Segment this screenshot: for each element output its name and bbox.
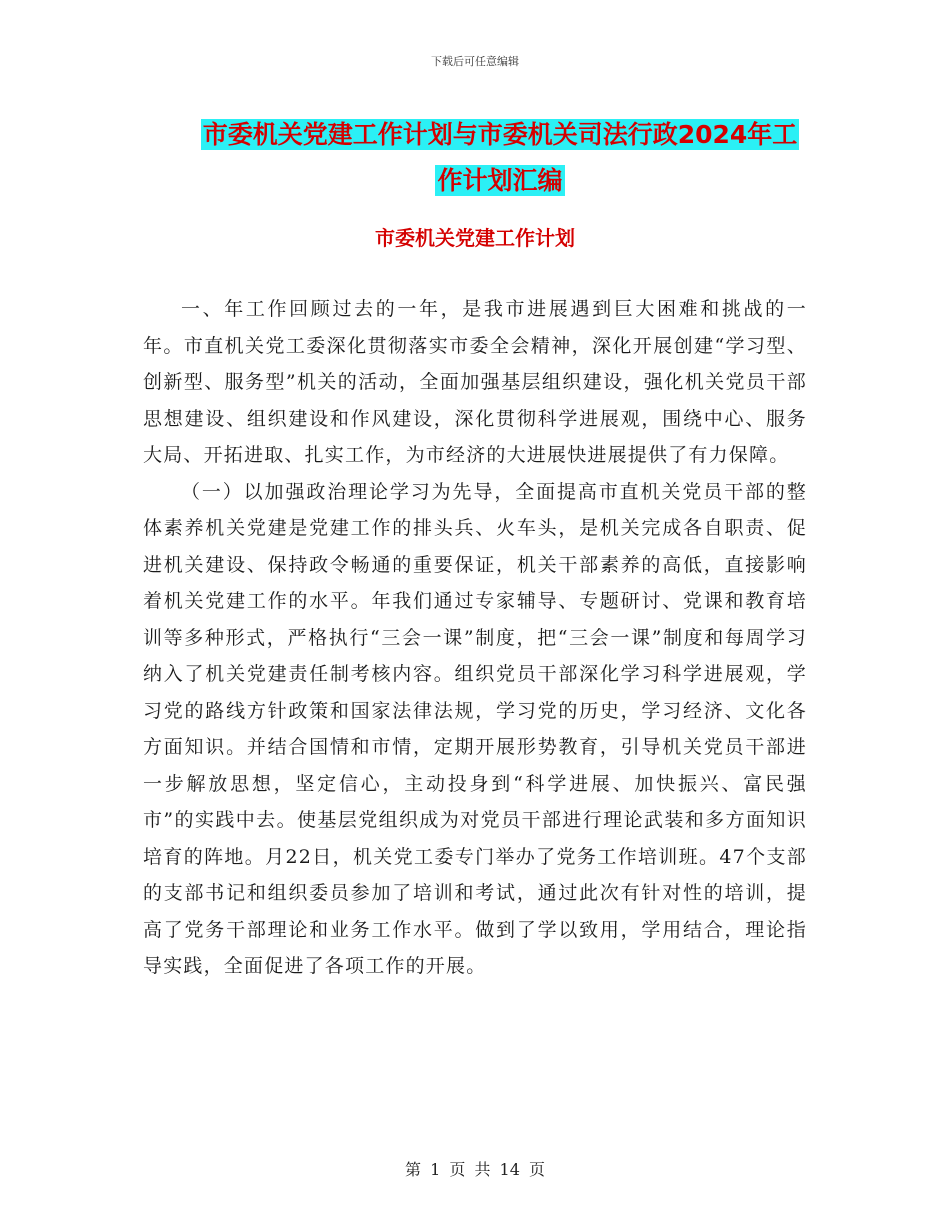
document-title-line-2: 作计划汇编 <box>437 166 563 195</box>
paragraph: 一、年工作回顾过去的一年，是我市进展遇到巨大困难和挑战的一年。市直机关党工委深化贯彻落实市委全会精神，深化开展创建“学习型、创新型、服务型”机关的活动，全面加强基层组织建设，强化机关党员干部思想建设、组织建设和作风建设，深化贯彻科学进展观，围绕中心、服务大局、开拓进取、扎实工作，为市经济的大进展快进展提供了有力保障。 <box>143 298 807 466</box>
page-header-note: 下载后可任意编辑 <box>431 55 519 68</box>
section-title: 市委机关党建工作计划 <box>375 226 575 250</box>
document-body <box>143 291 807 985</box>
document-title <box>150 112 850 204</box>
paragraph: （一）以加强政治理论学习为先导，全面提高市直机关党员干部的整体素养机关党建是党建工作的排头兵、火车头，是机关完成各自职责、促进机关建设、保持政令畅通的重要保证，机关干部素养的高低，直接影响着机关党建工作的水平。年我们通过专家辅导、专题研讨、党课和教育培训等多种形式，严格执行“三会一课”制度，把“三会一课”制度和每周学习纳入了机关党建责任制考核内容。组织党员干部深化学习科学进展观，学习党的路线方针政策和国家法律法规，学习党的历史，学习经济、文化各方面知识。并结合国情和市情，定期开展形势教育，引导机关党员干部进一步解放思想，坚定信心，主动投身到“科学进展、加快振兴、富民强市”的实践中去。使基层党组织成为对党员干部进行理论武装和多方面知识培育的阵地。月22日，机关党工委专门举办了党务工作培训班。47个支部的支部书记和组织委员参加了培训和考试，通过此次有针对性的培训，提高了党务干部理论和业务工作水平。做到了学以致用，学用结合，理论指导实践，全面促进了各项工作的开展。 <box>143 480 807 977</box>
page-footer: 第 1 页 共 14 页 <box>405 1160 545 1179</box>
document-title-line-1: 市委机关党建工作计划与市委机关司法行政2024年工 <box>202 120 798 149</box>
